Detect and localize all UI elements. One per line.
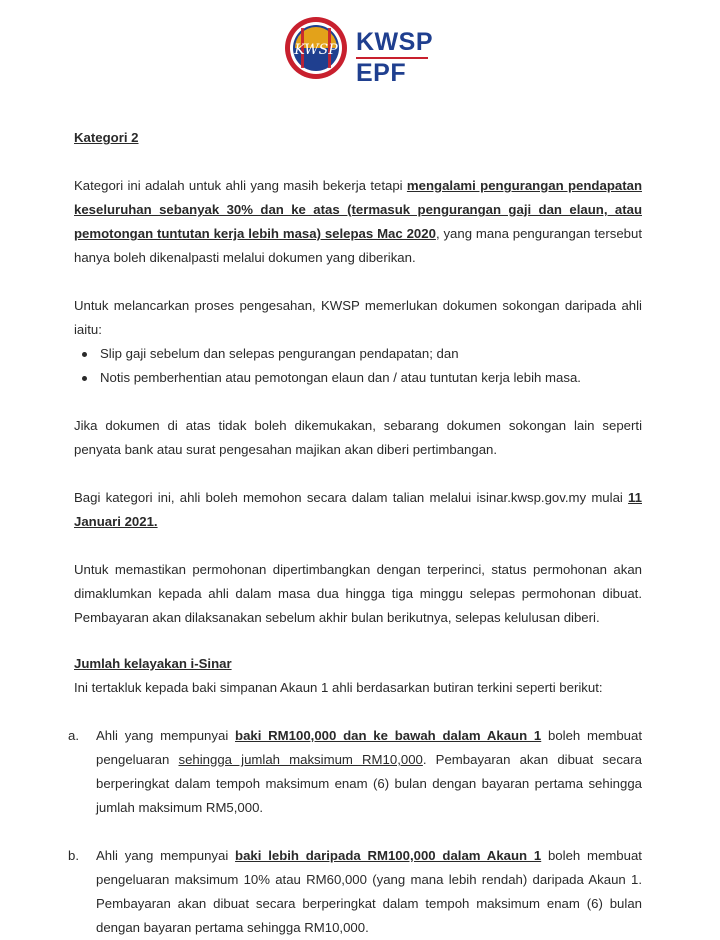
documents-list (74, 342, 642, 390)
alternative-documents: Jika dokumen di atas tidak boleh dikemukakan, sebarang dokumen sokongan lain seperti penyata bank atau surat pengesahan majikan akan diberi pertimbangan. (74, 418, 642, 457)
application-text: Bagi kategori ini, ahli boleh memohon secara dalam talian melalui isinar.kwsp.gov.my mulai (74, 490, 629, 505)
item-a-text-2: boleh membuat pengeluaran (96, 728, 642, 767)
desc-text-emphasis: mengalami pengurangan pendapatan keseluruhan sebanyak 30% dan ke atas (termasuk pengurangan gaji dan elaun, atau pemotongan tuntutan kerja lebih masa) selepas Mac 2020 (74, 178, 642, 241)
item-a-text-3: . Pembayaran akan dibuat secara berperingkat dalam tempoh maksimum enam (6) bulan dengan bayaran pertama sehingga jumlah maksimum RM5,000. (96, 752, 642, 815)
item-b-text-1: Ahli yang mempunyai (96, 848, 236, 863)
item-letter: a. (68, 728, 79, 743)
documents-intro: Untuk melancarkan proses pengesahan, KWSP memerlukan dokumen sokongan daripada ahli iaitu: (74, 298, 642, 337)
item-a-text-1: Ahli yang mempunyai (96, 728, 236, 743)
document-body (68, 126, 642, 940)
item-a-emphasis: baki RM100,000 dan ke bawah dalam Akaun 1 (235, 728, 542, 743)
eligibility-item-a (46, 724, 642, 820)
item-a-limit: sehingga jumlah maksimum RM10,000 (178, 752, 423, 767)
kwsp-emblem-text: KWSP (294, 42, 338, 58)
item-b-text-2: boleh membuat pengeluaran maksimum 10% atau RM60,000 (yang mana lebih rendah) daripada Akaun 1. Pembayaran akan dibuat secara berperingkat dalam tempoh maksimum enam (6) bulan dengan bayaran pertama sehingga RM10,000. (96, 848, 642, 935)
list-item: Notis pemberhentian atau pemotongan elaun dan / atau tuntutan kerja lebih masa. (74, 366, 642, 390)
item-letter: b. (68, 848, 79, 863)
eligibility-heading: Jumlah kelayakan i-Sinar (74, 656, 232, 671)
logo-kwsp-text: KWSP (356, 28, 433, 56)
eligibility-item-b (46, 844, 642, 940)
eligibility-intro: Ini tertakluk kepada baki simpanan Akaun 1 ahli berdasarkan butiran terkini seperti berikut: (74, 680, 603, 695)
application-date: 11 Januari 2021. (74, 490, 642, 529)
processing-info: Untuk memastikan permohonan dipertimbangkan dengan terperinci, status permohonan akan dimaklumkan kepada ahli dalam masa dua hingga tiga minggu selepas permohonan dibuat. Pembayaran akan dilaksanakan sebelum akhir bulan berikutnya, selepas kelulusan diberi. (74, 562, 642, 625)
desc-text-1: Kategori ini adalah untuk ahli yang masih bekerja tetapi (74, 178, 407, 193)
category-heading: Kategori 2 (74, 130, 139, 145)
item-b-emphasis: baki lebih daripada RM100,000 dalam Akaun 1 (235, 848, 542, 863)
logo-epf-text: EPF (356, 59, 407, 87)
kwsp-emblem-icon (283, 14, 349, 82)
category-description (74, 174, 642, 270)
application-info (74, 486, 642, 534)
desc-text-2: , yang mana pengurangan tersebut hanya boleh dikenalpasti melalui dokumen yang diberikan. (74, 226, 642, 265)
list-item: Slip gaji sebelum dan selepas pengurangan pendapatan; dan (74, 342, 642, 366)
